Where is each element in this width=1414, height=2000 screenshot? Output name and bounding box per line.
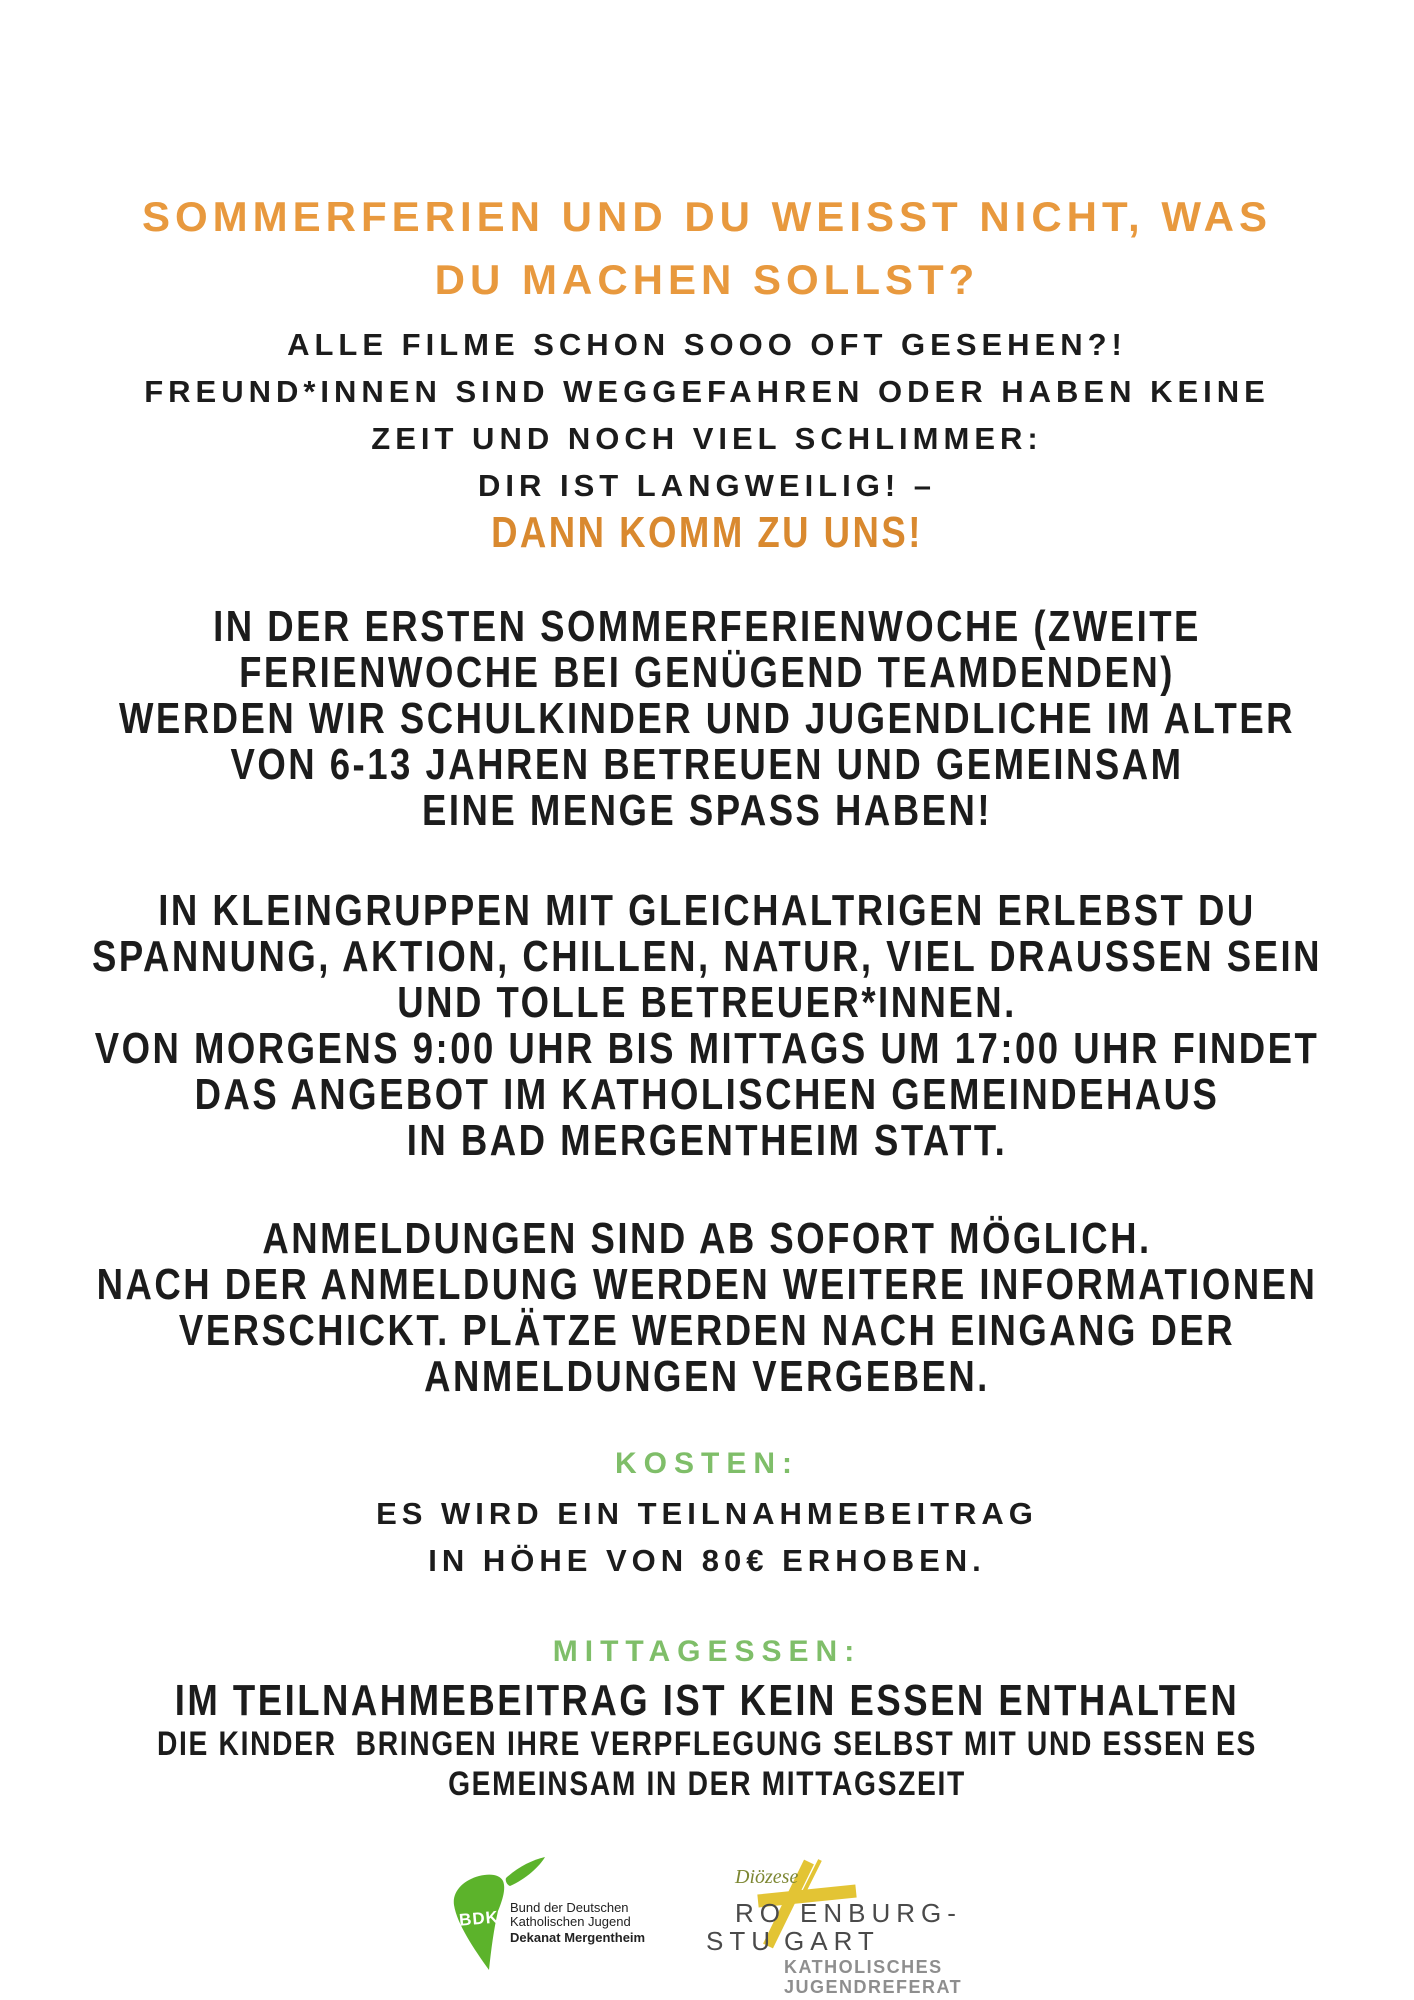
week-line-3: WERDEN WIR SCHULKINDER UND JUGENDLICHE IM ALTER — [118, 694, 1296, 743]
registration-line-4: ANMELDUNGEN VERGEBEN. — [424, 1352, 990, 1401]
bdkj-name-line-1: Bund der Deutschen — [510, 1899, 629, 1915]
week-line-2: FERIENWOCHE BEI GENÜGEND TEAMDENDEN) — [239, 648, 1175, 697]
dioezese-department-line-1: KATHOLISCHES — [784, 1956, 943, 1977]
bdkj-name-line-2: Katholischen Jugend — [510, 1913, 631, 1929]
costs-line-2: IN HÖHE VON 80€ ERHOBEN. — [428, 1543, 986, 1578]
program-paragraph — [0, 888, 1414, 1164]
week-paragraph — [0, 604, 1414, 834]
call-to-action — [0, 509, 1414, 556]
intro-line-3: ZEIT UND NOCH VIEL SCHLIMMER: — [371, 421, 1043, 456]
intro-paragraph — [0, 321, 1414, 509]
lunch-paragraph — [0, 1678, 1414, 1804]
registration-paragraph — [0, 1216, 1414, 1400]
headline — [0, 185, 1414, 311]
dioezese-word-enburg: ENBURG- — [800, 1897, 962, 1928]
call-to-action-line: DANN KOMM ZU UNS! — [491, 508, 923, 557]
dioezese-word-gart: GART — [784, 1925, 880, 1956]
program-line-5: DAS ANGEBOT IM KATHOLISCHEN GEMEINDEHAUS — [194, 1070, 1220, 1119]
costs-paragraph — [0, 1490, 1414, 1584]
week-line-1: IN DER ERSTEN SOMMERFERIENWOCHE (ZWEITE — [213, 602, 1201, 651]
headline-line-2: DU MACHEN SOLLST? — [434, 256, 980, 303]
program-line-1: IN KLEINGRUPPEN MIT GLEICHALTRIGEN ERLEBST DU — [158, 886, 1256, 935]
bdkj-logo — [442, 1852, 647, 1997]
costs-line-1: ES WIRD EIN TEILNAHMEBEITRAG — [376, 1496, 1038, 1531]
registration-line-3: VERSCHICKT. PLÄTZE WERDEN NACH EINGANG DER — [178, 1306, 1236, 1355]
intro-line-4: DIR IST LANGWEILIG! – — [477, 468, 937, 503]
dioezese-word-ro: RO — [735, 1897, 786, 1928]
week-line-5: EINE MENGE SPASS HABEN! — [422, 786, 992, 835]
program-line-4: VON MORGENS 9:00 UHR BIS MITTAGS UM 17:00 UHR FINDET — [94, 1024, 1320, 1073]
week-line-4: VON 6-13 JAHREN BETREUEN UND GEMEINSAM — [230, 740, 1184, 789]
lunch-line-2: DIE KINDER BRINGEN IHRE VERPFLEGUNG SELBST MIT UND ESSEN ES — [157, 1725, 1257, 1763]
registration-line-2: NACH DER ANMELDUNG WERDEN WEITERE INFORMATIONEN — [96, 1260, 1318, 1309]
dioezese-label: Diözese — [735, 1865, 799, 1888]
lunch-line-3: GEMEINSAM IN DER MITTAGSZEIT — [448, 1765, 966, 1803]
bdkj-pennant-shape — [506, 1857, 545, 1886]
intro-line-2: FREUND*INNEN SIND WEGGEFAHREN ODER HABEN KEINE — [144, 374, 1270, 409]
footer-logos — [0, 1844, 1414, 2000]
program-line-2: SPANNUNG, AKTION, CHILLEN, NATUR, VIEL DRAUSSEN SEIN — [92, 932, 1322, 981]
lunch-line-1: IM TEILNAHMEBEITRAG IST KEIN ESSEN ENTHALTEN — [174, 1676, 1240, 1725]
program-line-6: IN BAD MERGENTHEIM STATT. — [406, 1116, 1008, 1165]
dioezese-word-stu: STU — [706, 1925, 776, 1956]
registration-line-1: ANMELDUNGEN SIND AB SOFORT MÖGLICH. — [262, 1214, 1152, 1263]
intro-line-1: ALLE FILME SCHON SOOO OFT GESEHEN?! — [287, 327, 1127, 362]
dioezese-department-line-2: JUGENDREFERAT — [784, 1976, 963, 1997]
dioezese-logo — [692, 1842, 972, 2000]
lunch-heading: MITTAGESSEN: — [552, 1635, 862, 1668]
program-line-3: UND TOLLE BETREUER*INNEN. — [397, 978, 1017, 1027]
bdkj-name-line-3: Dekanat Mergentheim — [510, 1929, 646, 1945]
bdkj-abbr: BDKJ — [458, 1905, 511, 1930]
headline-line-1: SOMMERFERIEN UND DU WEISST NICHT, WAS — [141, 193, 1273, 240]
costs-heading: KOSTEN: — [615, 1447, 799, 1480]
